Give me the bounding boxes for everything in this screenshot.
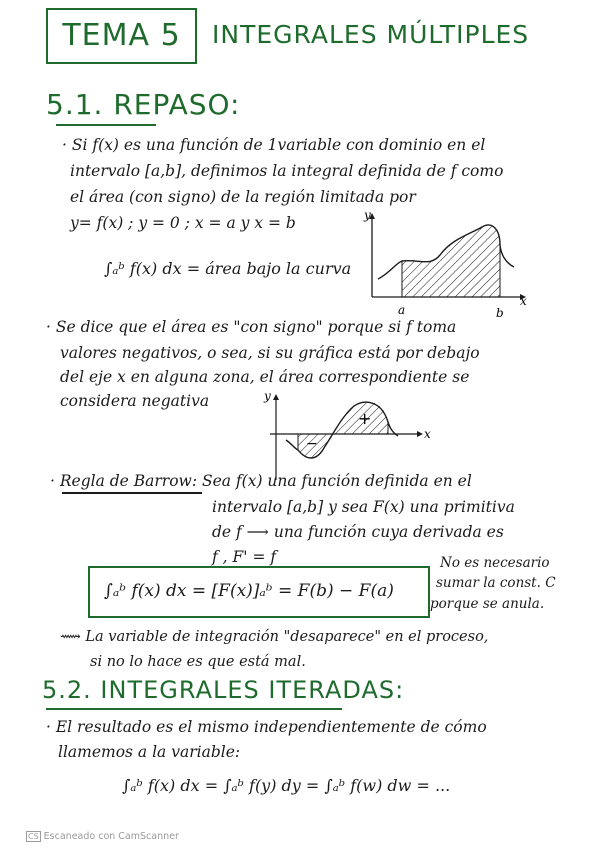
- scanner-watermark: [26, 831, 179, 842]
- barrow-formula: ∫ₐᵇ f(x) dx = [F(x)]ₐᵇ = F(b) − F(a): [104, 581, 394, 601]
- tema-title-box: [46, 8, 197, 64]
- iteradas-line-2: llamemos a la variable:: [58, 743, 241, 761]
- integral-area-equation: ∫ₐᵇ f(x) dx = área bajo la curva: [104, 259, 352, 278]
- variable-note-line-1: ⟿ La variable de integración "desaparece" en el proceso,: [60, 629, 489, 645]
- section-heading-integrales-iteradas: 5.2. INTEGRALES ITERADAS:: [42, 676, 405, 704]
- graph2-minus-sign: −: [306, 436, 318, 452]
- variable-note-line-2: si no lo hace es que está mal.: [90, 654, 306, 670]
- barrow-underline: [62, 492, 202, 494]
- camscanner-icon: CS: [28, 832, 39, 841]
- repaso-line-3: el área (con signo) de la región limitada por: [70, 188, 416, 206]
- barrow-line-1: · Regla de Barrow: Sea f(x) una función definida en el: [50, 472, 472, 490]
- section-heading-repaso: 5.1. REPASO:: [46, 88, 241, 121]
- graph1-a-label: a: [398, 303, 406, 317]
- graph1-b-label: b: [496, 306, 504, 320]
- repaso-line-2: intervalo [a,b], definimos la integral definida de f como: [70, 162, 504, 180]
- signed-area-line-4: considera negativa: [60, 392, 210, 410]
- watermark-text: Escaneado con CamScanner: [43, 831, 179, 842]
- signed-area-line-2: valores negativos, o sea, si su gráfica está por debajo: [60, 344, 480, 362]
- repaso-line-4: y= f(x) ; y = 0 ; x = a y x = b: [70, 214, 296, 232]
- barrow-line-3: de f ⟶ una función cuya derivada es: [212, 523, 504, 541]
- tema-label: TEMA 5: [62, 18, 181, 53]
- barrow-line-4: f , F' = f: [212, 548, 277, 566]
- heading-underline: [56, 124, 156, 126]
- graph2-y-label: y: [264, 389, 271, 403]
- side-note-line-3: porque se anula.: [430, 596, 545, 612]
- signed-area-line-3: del eje x en alguna zona, el área correspondiente se: [60, 368, 470, 386]
- signed-area-graph: [262, 388, 442, 483]
- graph1-x-label: x: [520, 294, 527, 308]
- signed-area-line-1: · Se dice que el área es "con signo" porque si f toma: [46, 318, 457, 336]
- iteradas-line-1: · El resultado es el mismo independientemente de cómo: [46, 718, 487, 736]
- side-note-line-2: sumar la const. C: [436, 575, 556, 591]
- graph1-y-label: y: [364, 208, 371, 222]
- barrow-formula-box: [88, 566, 430, 618]
- graph2-plus-sign: +: [358, 409, 372, 428]
- page-title: INTEGRALES MÚLTIPLES: [212, 20, 530, 49]
- graph2-x-label: x: [424, 427, 431, 441]
- side-note-line-1: No es necesario: [440, 555, 550, 571]
- heading2-underline: [46, 708, 342, 710]
- barrow-line-2: intervalo [a,b] y sea F(x) una primitiva: [212, 498, 515, 516]
- iteradas-equation: ∫ₐᵇ f(x) dx = ∫ₐᵇ f(y) dy = ∫ₐᵇ f(w) dw = ...: [122, 776, 451, 795]
- repaso-line-1: · Si f(x) es una función de 1variable con dominio en el: [62, 136, 486, 154]
- area-graph: [360, 205, 530, 320]
